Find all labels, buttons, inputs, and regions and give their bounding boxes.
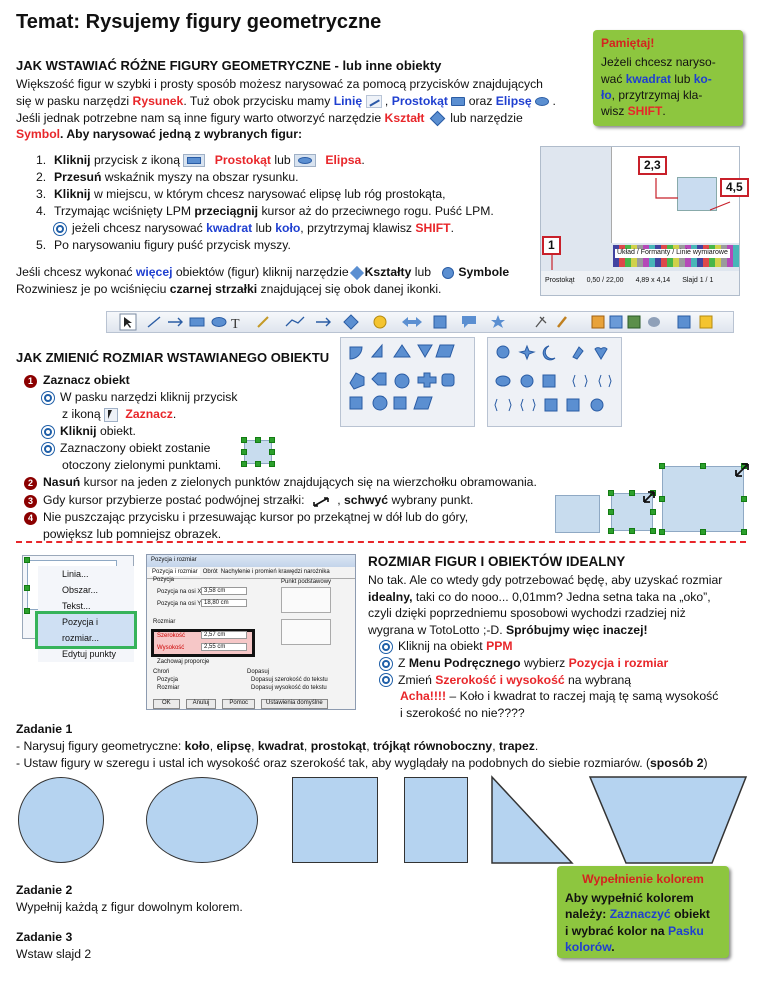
task-2-text: Wypełnij każdą z figur dowolnym kolorem.	[16, 900, 243, 915]
menu-item-text[interactable]: Tekst...	[62, 601, 91, 611]
dialog-position-label: Pozycja	[153, 577, 175, 583]
step-4-tip: jeżeli chcesz narysować kwadrat lub koło, przytrzymaj klawisz SHIFT.	[36, 220, 536, 237]
align-icon	[678, 316, 690, 328]
block-arrows-icon	[402, 317, 422, 327]
number-1-icon: 1	[24, 375, 37, 388]
task-2-heading: Zadanie 2	[16, 883, 73, 897]
position-size-dialog	[146, 554, 356, 710]
symbol-icon	[442, 267, 454, 279]
pos-y-field[interactable]: 18,80 cm	[201, 599, 247, 607]
toolbar-icons	[106, 311, 734, 333]
resize-item-1b: z ikoną Zaznacz.	[62, 407, 177, 422]
section-heading-resize: JAK ZMIENIĆ ROZMIAR WSTAWIANEGO OBIEKTU	[16, 350, 330, 365]
callout-lines	[540, 146, 740, 296]
reset-button[interactable]: Ustawienia domyślne	[261, 699, 328, 709]
symbol-shapes-icon	[374, 316, 386, 328]
rectangle-button-icon	[183, 154, 205, 167]
bullet-icon	[54, 223, 66, 235]
stars-icon	[491, 315, 505, 328]
bullet-icon	[380, 674, 392, 686]
image-icon	[610, 316, 622, 328]
reminder-text: Jeżeli chcesz naryso- wać kwadrat lub ko- ło, przytrzymaj kla- wisz SHIFT.	[601, 55, 716, 118]
square-shape	[292, 777, 378, 863]
points-icon	[536, 317, 546, 327]
line-tool-icon	[366, 95, 382, 108]
fontwork-icon	[592, 316, 604, 328]
height-field[interactable]: 2,55 cm	[201, 643, 247, 651]
task-1-heading: Zadanie 1	[16, 722, 73, 736]
fill-color-text: Aby wypełnić kolorem należy: Zaznaczyć obiekt i wybrać kolor na Pasku kolorów.	[565, 890, 710, 955]
arrange-icon	[700, 316, 712, 328]
layout-tabs[interactable]: Układ / Formanty / Linie wymiarowe	[617, 249, 728, 256]
line-icon	[148, 317, 160, 327]
step-3: 3. Kliknij w miejscu, w którym chcesz narysować elipsę lub róg prostokąta,	[36, 187, 446, 202]
menu-item-line[interactable]: Linia...	[62, 569, 89, 579]
keep-ratio-checkbox[interactable]: Zachowaj proporcje	[157, 659, 210, 665]
callout-4-5: 4,5	[720, 178, 749, 197]
resize-arrows	[640, 458, 760, 508]
steps-list	[36, 152, 536, 254]
resize-item-4: 4 Nie puszczając przycisku i przesuwając kursor po przekątnej w dół lub do góry,	[24, 509, 584, 526]
dialog-size-label: Rozmiar	[153, 619, 176, 625]
resize-item-1: 1 Zaznacz obiekt	[24, 372, 584, 389]
select-tool-icon	[104, 408, 118, 422]
step-5: 5. Po narysowaniu figury puść przycisk myszy.	[36, 238, 291, 253]
line-arrow-icon	[316, 318, 330, 326]
triangle-and-trapezoid	[490, 775, 750, 867]
task-1: Zadanie 1 - Narysuj figury geometryczne: koło, elipsę, kwadrat, prostokąt, trójkąt równoboczny, trapez. - Ustaw figury w szeregu i ustal ich wysokość oraz szerokość tak, aby wyglądały na podobnych do siebie rozmiarów. (sposób 2)	[16, 721, 756, 771]
rectangle-tool-icon	[451, 97, 465, 106]
resize-item-1c: Kliknij obiekt.	[24, 423, 584, 440]
task-3	[16, 929, 91, 963]
page-title: Temat: Rysujemy figury geometryczne	[16, 11, 382, 33]
context-menu	[38, 566, 134, 662]
menu-item-position-size[interactable]: Pozycja i rozmiar...	[38, 614, 134, 646]
double-arrow-icon	[312, 495, 330, 505]
section-divider	[16, 541, 746, 543]
dialog-pos-y-label: Pozycja na osi Y	[157, 601, 202, 607]
ellipse-button-icon	[294, 154, 316, 167]
width-label: Szerokość	[157, 633, 186, 639]
fit-height-checkbox[interactable]: Dopasuj wysokość do tekstu	[251, 685, 327, 691]
number-4-icon: 4	[24, 512, 37, 525]
trapezoid-shape	[590, 777, 746, 863]
circle-shape	[18, 777, 104, 863]
tab-slant[interactable]: Nachylenie i promień krawędzi narożnika	[220, 568, 330, 575]
bullet-icon	[42, 443, 54, 455]
task-2	[16, 882, 243, 916]
resize-item-2: 2 Nasuń kursor na jeden z zielonych punktów znajdujących się na wierzchołku obramowania.	[24, 474, 584, 491]
section-insert-intro: Większość figur w szybki i prosty sposób możesz narysować za pomocą przycisków znajdujących się w pasku narzędzi Rysunek. Tuż obok przycisku mamy Linię , Prostokąt oraz Elipsę . Jeśli jednak potrzebne nam są inne figury warto otworzyć narzędzie Kształt lub narzędzie Symbol. Aby narysować jedną z wybranych figur:	[16, 77, 556, 142]
ideal-size-text: No tak. Ale co wtedy gdy potrzebować będę, aby uzyskać rozmiar idealny, taki co do nooo... 0,01mm? Jedna setna taka na „oko”, czyli dzięki poprzedniemu sposobowi wychodzi rzadziej niż wygrana w TotoLotto ;-D. Spróbujmy więc inaczej! Kliknij na obiekt PPM Z Menu Podręcznego wybierz Pozycja i rozmiar Zmień Szerokość i wysokość na wybraną Acha!!!! – Koło i kwadrat to raczej mają tę samą wysokość i szerokość no nie????	[368, 573, 723, 720]
help-button[interactable]: Pomoc	[222, 699, 255, 709]
menu-item-area[interactable]: Obszar...	[62, 585, 99, 595]
base-point-label: Punkt podstawowy	[281, 579, 332, 585]
fill-color-box	[557, 866, 729, 958]
resize-item-1d: Zaznaczony obiekt zostanie	[24, 440, 584, 457]
basic-shapes-icon	[344, 315, 358, 329]
small-square	[555, 495, 600, 533]
status-bar: Prostokąt 0,50 / 22,00 4,89 x 4,14 Slajd 1 / 1	[541, 271, 740, 296]
fit-width-checkbox[interactable]: Dopasuj szerokość do tekstu	[251, 677, 328, 683]
callout-1: 1	[542, 236, 561, 255]
fill-color-heading: Wypełnienie kolorem	[582, 872, 704, 886]
triangle-shape	[492, 777, 572, 863]
resize-item-1e: otoczony zielonymi punktami.	[62, 458, 222, 473]
reminder-box	[593, 30, 743, 126]
protect-position-checkbox[interactable]: Pozycja	[157, 677, 179, 683]
curve-icon	[258, 317, 268, 327]
adapt-label: Dopasuj	[247, 669, 270, 675]
resize-steps	[24, 372, 584, 543]
text-icon: T	[231, 317, 240, 332]
number-3-icon: 3	[24, 495, 37, 508]
more-shapes-text: Jeśli chcesz wykonać więcej obiektów (figur) kliknij narzędzie Kształty lub Symbole Rozwiniesz je po wciśnięciu czarnej strzałki znajdującej się obok danej ikonki.	[16, 265, 510, 297]
extrusion-icon	[648, 317, 660, 327]
bullet-icon	[380, 641, 392, 653]
step-1: 1. Kliknij przycisk z ikoną Prostokąt lub Elipsa.	[36, 153, 365, 167]
arrow-icon	[168, 318, 182, 326]
step-4: 4. Trzymając wciśnięty LPM przeciągnij kursor aż do przeciwnego rogu. Puść LPM.	[36, 204, 494, 219]
callouts-icon	[462, 316, 476, 328]
tab-rotation[interactable]: Obrót	[202, 568, 218, 575]
height-label: Wysokość	[157, 645, 185, 651]
ellipse-tool-icon	[535, 97, 549, 106]
rectangle-shape	[404, 777, 468, 863]
dialog-title: Pozycja i rozmiar	[147, 555, 355, 567]
rect-icon	[190, 318, 204, 326]
ok-button[interactable]: OK	[153, 699, 180, 709]
task-3-text: Wstaw slajd 2	[16, 947, 92, 962]
bullet-icon	[380, 658, 392, 670]
step-2: 2. Przesuń wskaźnik myszy na obszar rysunku.	[36, 170, 299, 185]
dialog-tabs	[147, 567, 355, 580]
resize-item-4b: powiększ lub pomniejsz obrazek.	[43, 526, 222, 541]
protect-label: Chroń	[153, 669, 170, 675]
glue-icon	[558, 317, 566, 327]
protect-size-checkbox[interactable]: Rozmiar	[157, 685, 180, 691]
task-3-heading: Zadanie 3	[16, 930, 73, 944]
resize-item-3: 3 Gdy kursor przybierze postać podwójnej strzałki: , schwyć wybrany punkt.	[24, 492, 584, 509]
flowchart-icon	[434, 316, 446, 328]
section-heading-insert: JAK WSTAWIAĆ RÓŻNE FIGURY GEOMETRYCZNE - lub inne obiekty	[16, 58, 442, 73]
cancel-button[interactable]: Anuluj	[186, 699, 217, 709]
dialog-pos-x-label: Pozycja na osi X	[157, 589, 202, 595]
ellipse-icon	[212, 318, 226, 327]
gallery-icon	[628, 316, 640, 328]
reminder-heading: Pamiętaj!	[601, 36, 655, 50]
shapes-icon	[350, 266, 364, 280]
callout-2-3: 2,3	[638, 156, 667, 175]
section-heading-ideal-size: ROZMIAR FIGUR I OBIEKTÓW IDEALNY	[368, 554, 626, 569]
connector-icon	[286, 317, 304, 326]
bullet-icon	[42, 392, 54, 404]
ellipse-shape	[146, 777, 258, 863]
number-2-icon: 2	[24, 477, 37, 490]
tab-position-size[interactable]: Pozycja i rozmiar	[152, 568, 198, 575]
shapes-tool-icon	[430, 111, 446, 127]
pos-x-field[interactable]: 3,58 cm	[201, 587, 247, 595]
menu-item-edit-points[interactable]: Edytuj punkty	[62, 649, 117, 659]
resize-item-1a: W pasku narzędzi kliknij przycisk	[24, 389, 584, 406]
width-field[interactable]: 2,57 cm	[201, 631, 247, 639]
bullet-icon	[42, 426, 54, 438]
